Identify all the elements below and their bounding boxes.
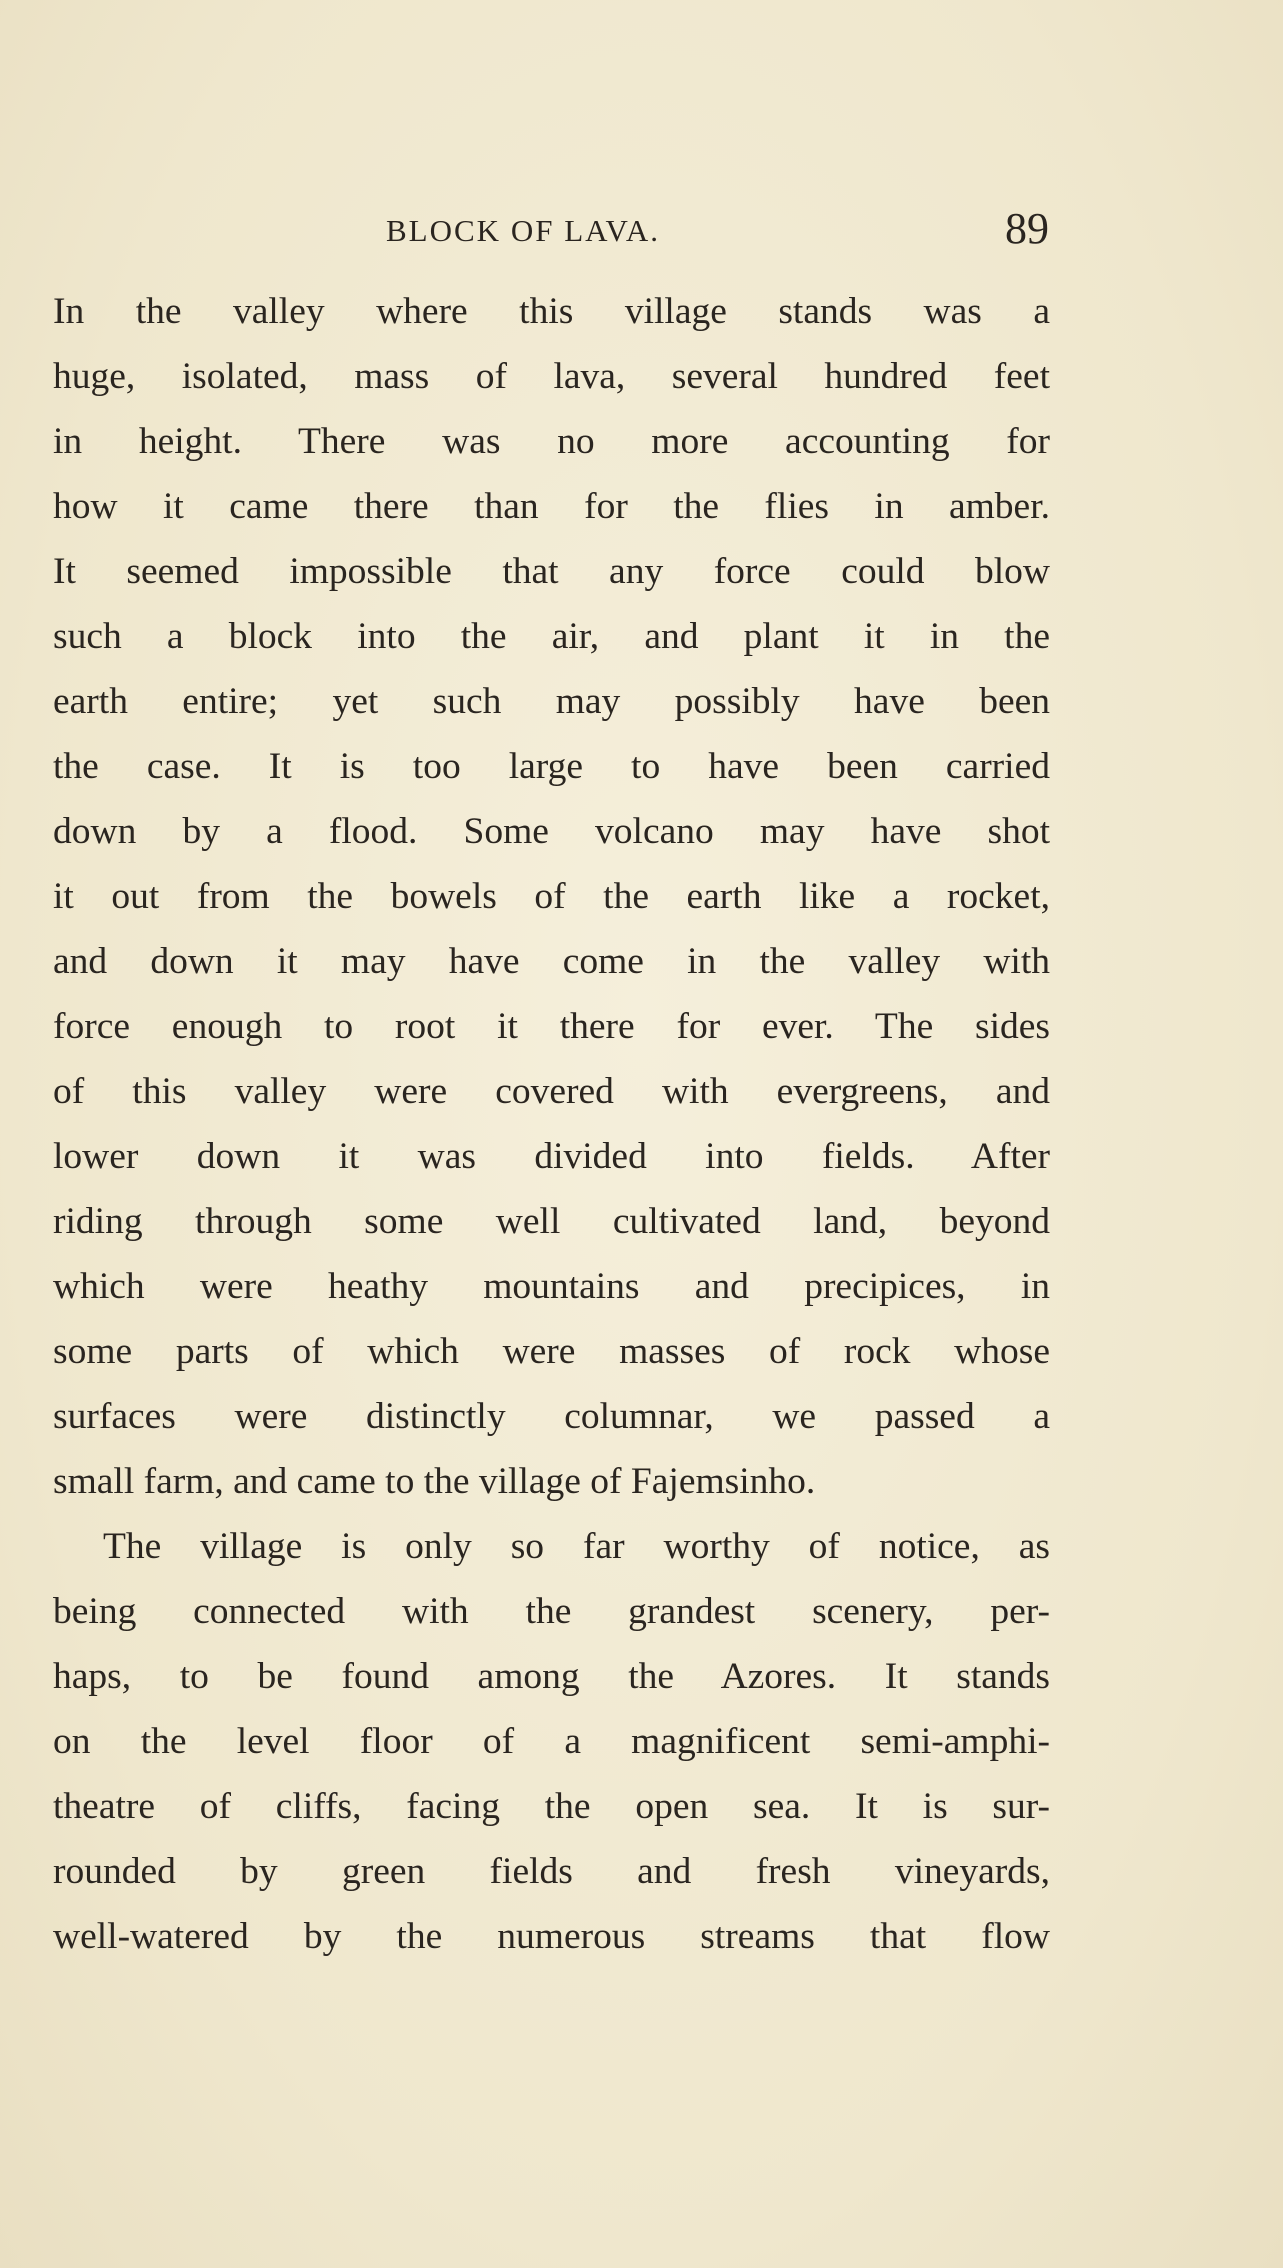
- text-line: such a block into the air, and plant it in the: [53, 616, 1050, 657]
- text-line: haps, to be found among the Azores. It stands: [53, 1656, 1050, 1697]
- text-line: it out from the bowels of the earth like a rocket,: [53, 876, 1050, 917]
- running-title: BLOCK OF LAVA.: [386, 213, 661, 248]
- text-line: force enough to root it there for ever. The sides: [53, 1006, 1050, 1047]
- paragraph-2: [53, 1514, 1050, 1969]
- text-line: down by a flood. Some volcano may have shot: [53, 811, 1050, 852]
- text-line: being connected with the grandest scenery, per-: [53, 1591, 1050, 1632]
- text-line: how it came there than for the flies in amber.: [53, 486, 1050, 527]
- text-line: well-watered by the numerous streams that flow: [53, 1916, 1050, 1957]
- text-line: huge, isolated, mass of lava, several hundred feet: [53, 356, 1050, 397]
- text-line: surfaces were distinctly columnar, we passed a: [53, 1396, 1050, 1437]
- text-line: some parts of which were masses of rock whose: [53, 1331, 1050, 1372]
- text-line: which were heathy mountains and precipices, in: [53, 1266, 1050, 1307]
- text-line: and down it may have come in the valley with: [53, 941, 1050, 982]
- text-line: The village is only so far worthy of notice, as: [103, 1526, 1050, 1567]
- text-line: in height. There was no more accounting for: [53, 421, 1050, 462]
- text-line: riding through some well cultivated land, beyond: [53, 1201, 1050, 1242]
- text-line: of this valley were covered with evergreens, and: [53, 1071, 1050, 1112]
- text-line: theatre of cliffs, facing the open sea. It is sur-: [53, 1786, 1050, 1827]
- body-text: [53, 279, 1050, 1969]
- text-line: It seemed impossible that any force could blow: [53, 551, 1050, 592]
- text-line: on the level floor of a magnificent semi-amphi-: [53, 1721, 1050, 1762]
- text-line: the case. It is too large to have been carried: [53, 746, 1050, 787]
- paragraph-1: [53, 279, 1050, 1514]
- page-number: 89: [1005, 204, 1049, 253]
- text-line: lower down it was divided into fields. After: [53, 1136, 1050, 1177]
- text-line: rounded by green fields and fresh vineyards,: [53, 1851, 1050, 1892]
- text-line: In the valley where this village stands was a: [53, 291, 1050, 332]
- running-head: [0, 206, 1283, 256]
- text-line: small farm, and came to the village of Fajemsinho.: [53, 1461, 816, 1502]
- text-line: earth entire; yet such may possibly have been: [53, 681, 1050, 722]
